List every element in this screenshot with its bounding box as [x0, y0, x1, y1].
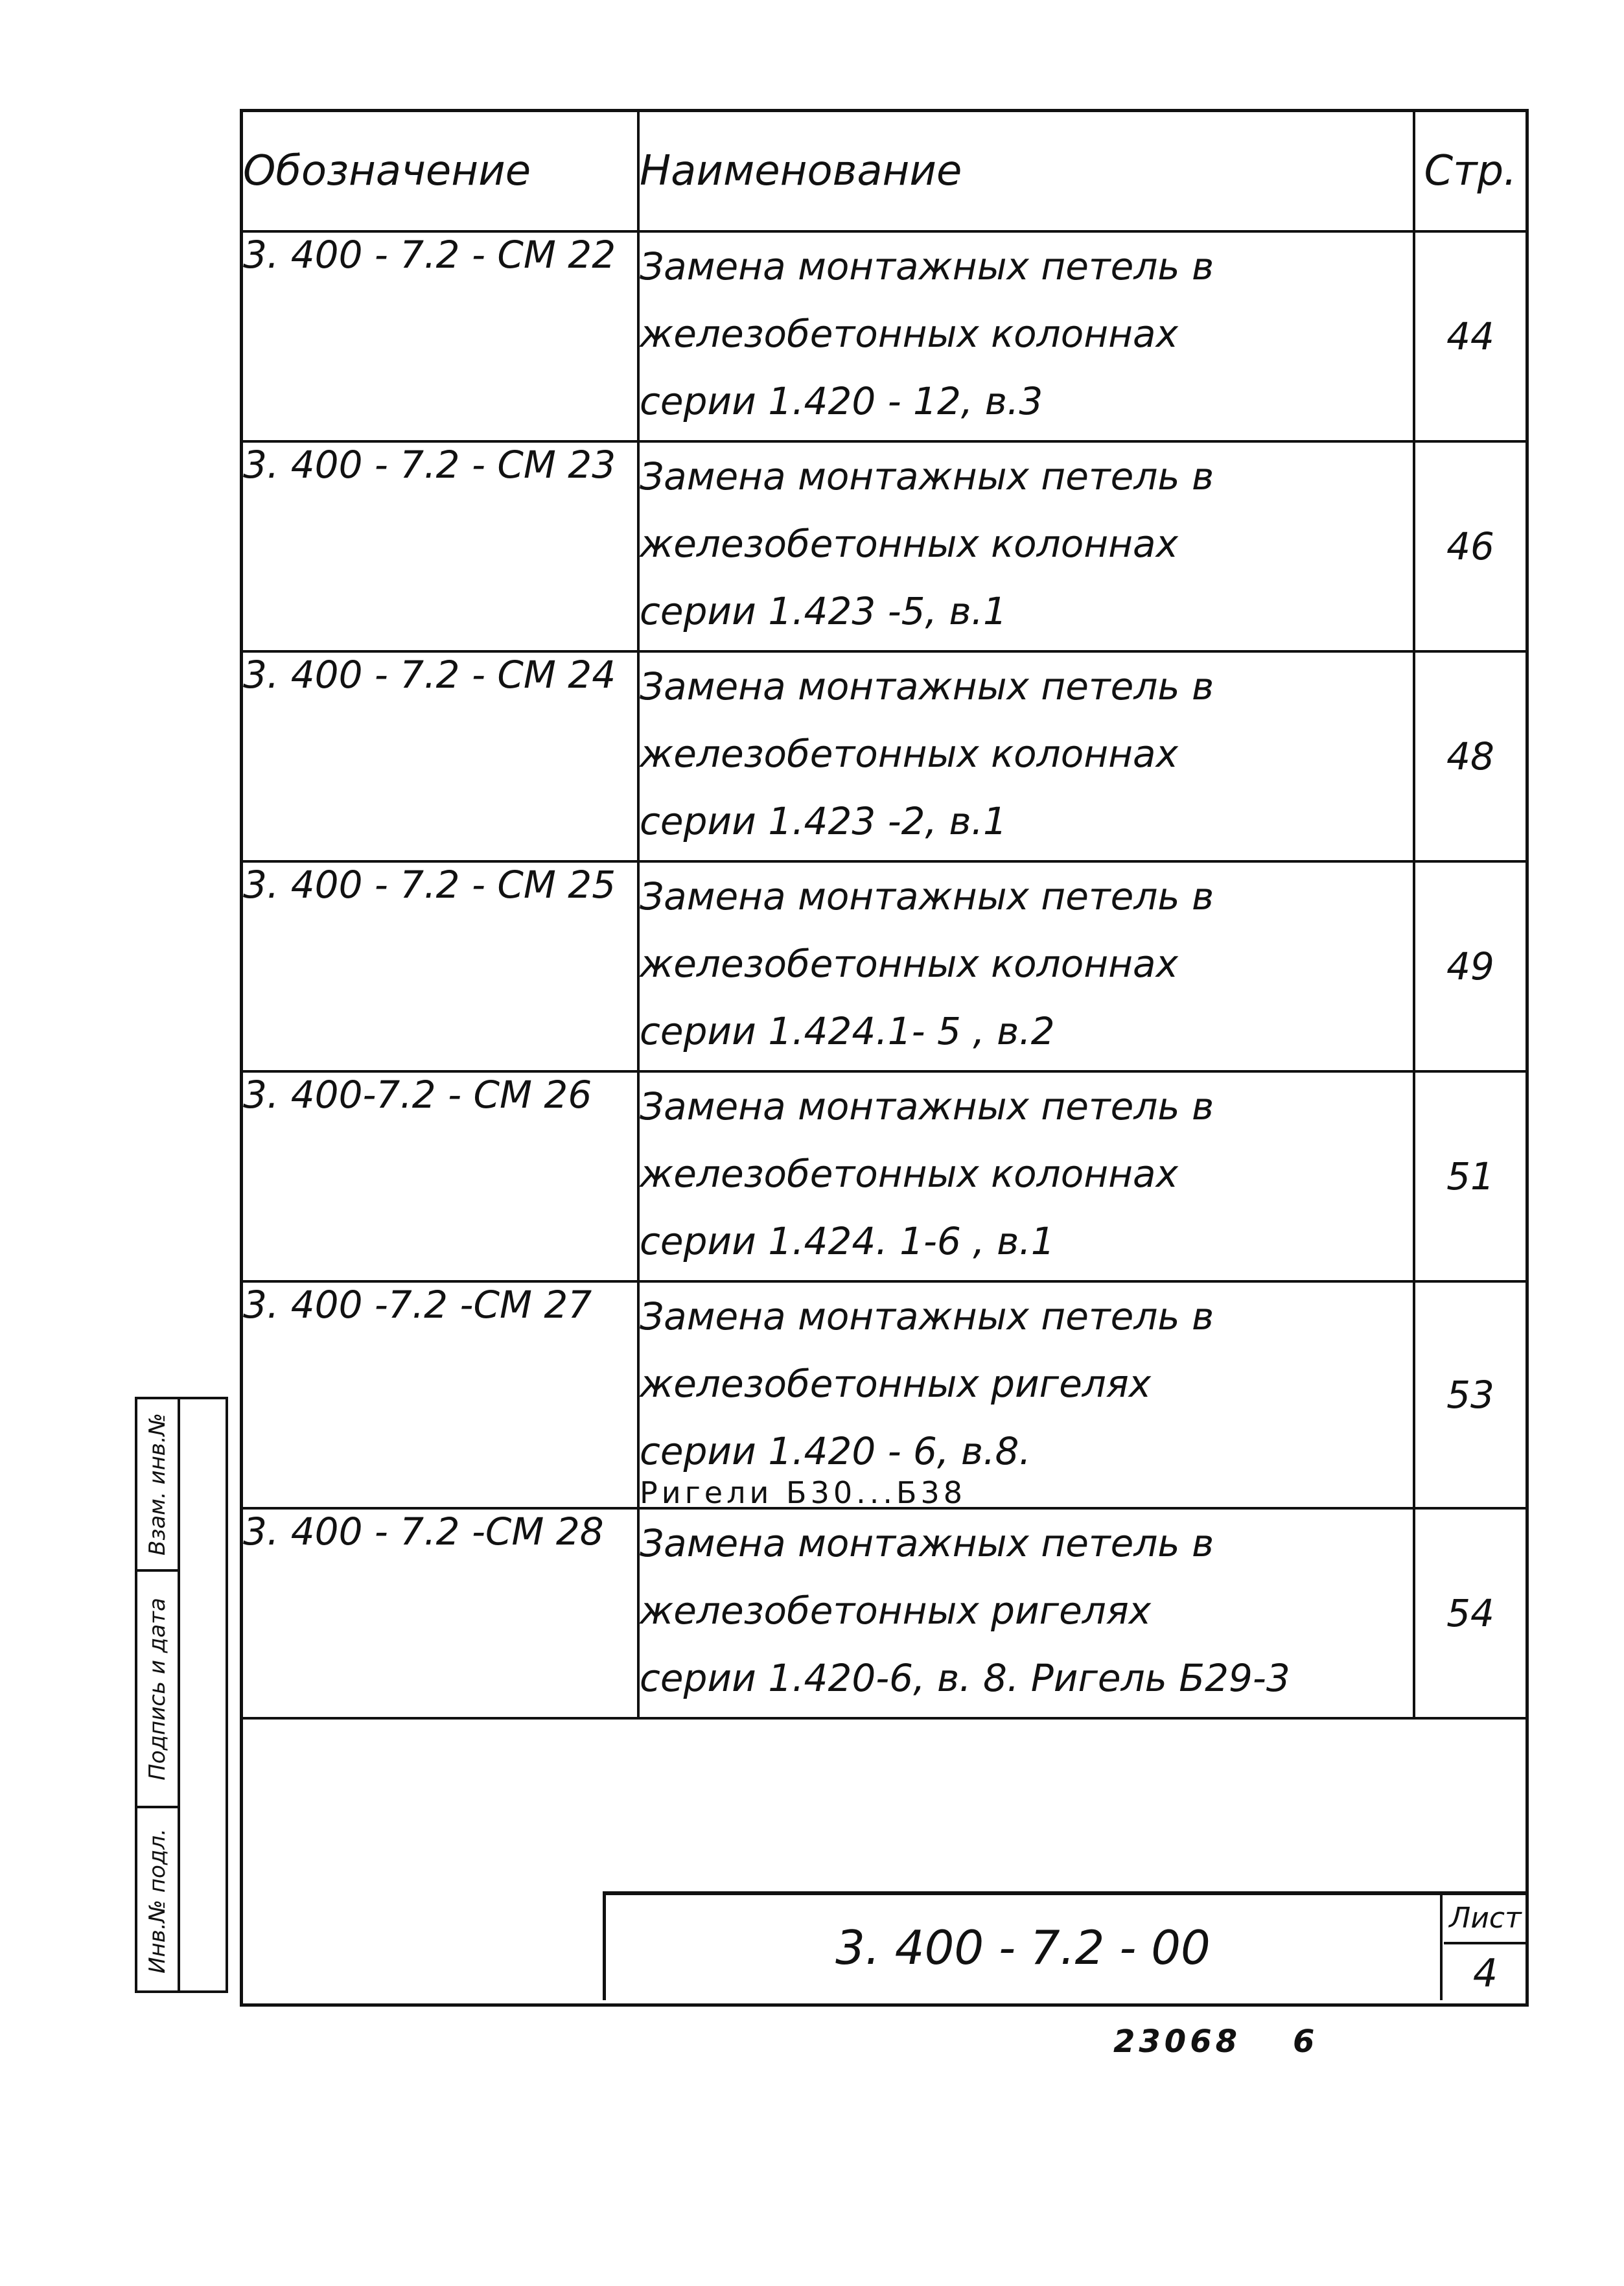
- row-name: Замена монтажных петель в железобетонных колоннах серии 1.423 -5, в.1: [638, 441, 1414, 651]
- table-row: [243, 861, 1525, 1071]
- document-sheet: [240, 109, 1529, 2007]
- header-row: [243, 112, 1525, 231]
- row-name: Замена монтажных петель в железобетонных колоннах серии 1.424.1- 5 , в.2: [638, 861, 1414, 1071]
- row-code: 3. 400 - 7.2 - СМ 22: [243, 231, 638, 441]
- table-row: [243, 651, 1525, 861]
- row-name: Замена монтажных петель в железобетонных колоннах серии 1.420 - 12, в.3: [638, 231, 1414, 441]
- footer: [1113, 2024, 1370, 2060]
- table-row: [243, 1508, 1525, 1718]
- sheet-number: 4: [1472, 1951, 1498, 1996]
- title-block: [603, 1891, 1527, 2000]
- footer-number: 23068: [1113, 2024, 1241, 2060]
- sheet-cell: [1444, 1895, 1527, 2000]
- row-name: Замена монтажных петель в железобетонных колоннах серии 1.424. 1-6 , в.1: [638, 1071, 1414, 1281]
- row-page: 51: [1414, 1071, 1525, 1281]
- table-row: [243, 441, 1525, 651]
- header-code: Обозначение: [243, 112, 638, 231]
- table-row: [243, 1281, 1525, 1508]
- header-page: Стр.: [1414, 112, 1525, 231]
- document-code: 3. 400 - 7.2 - 00: [606, 1895, 1443, 2000]
- header-name: Наименование: [638, 112, 1414, 231]
- footer-format: 6: [1293, 2024, 1319, 2060]
- row-page: 48: [1414, 651, 1525, 861]
- row-code: 3. 400 - 7.2 - СМ 25: [243, 861, 638, 1071]
- row-code: 3. 400 - 7.2 -СМ 28: [243, 1508, 638, 1718]
- row-page: 49: [1414, 861, 1525, 1071]
- row-page: 53: [1414, 1281, 1525, 1508]
- contents-table: [243, 112, 1525, 1720]
- table-row: [243, 1071, 1525, 1281]
- row-subtitle: Ригели Б30...Б38: [640, 1475, 967, 1510]
- row-page: 46: [1414, 441, 1525, 651]
- row-name: Замена монтажных петель в железобетонных ригелях серии 1.420-6, в. 8. Ригель Б29-3: [638, 1508, 1414, 1718]
- row-code: 3. 400 - 7.2 - СМ 23: [243, 441, 638, 651]
- stamp-label: Подпись и дата: [137, 1572, 178, 1808]
- row-name: Замена монтажных петель в железобетонных колоннах серии 1.423 -2, в.1: [638, 651, 1414, 861]
- row-code: 3. 400-7.2 - СМ 26: [243, 1071, 638, 1281]
- stamp-label: Инв.№ подл.: [145, 1828, 171, 1974]
- stamp-label: Взам. инв.№: [137, 1399, 178, 1572]
- row-name: Замена монтажных петель в железобетонных ригелях серии 1.420 - 6, в.8. Ригели Б30...Б38: [638, 1281, 1414, 1508]
- sheet-label: Лист: [1444, 1895, 1527, 1944]
- row-page: 44: [1414, 231, 1525, 441]
- table-row: [243, 231, 1525, 441]
- row-code: 3. 400 - 7.2 - СМ 24: [243, 651, 638, 861]
- row-page: 54: [1414, 1508, 1525, 1718]
- row-code: 3. 400 -7.2 -СМ 27: [243, 1281, 638, 1508]
- approval-stamp: [135, 1397, 228, 1993]
